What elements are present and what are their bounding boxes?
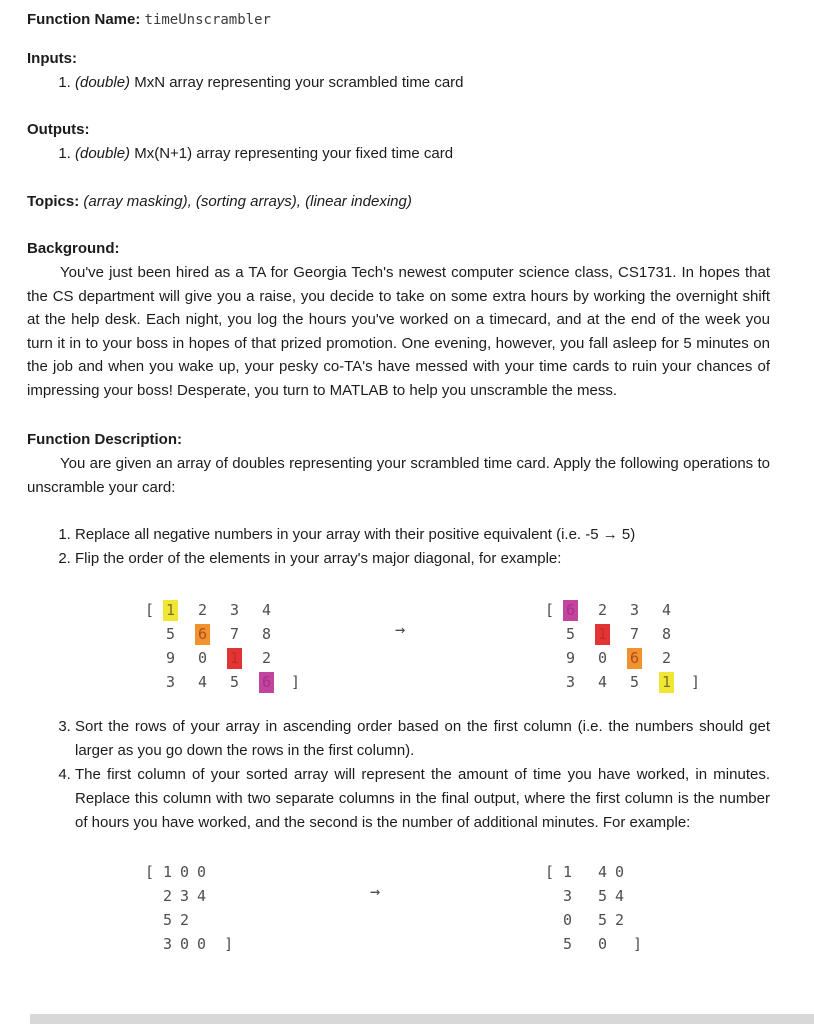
step-item-1: 1. Replace all negative numbers in your array with their positive equivalent (i.e. -5 → 5) (75, 523, 770, 547)
close-bracket: ] (224, 935, 234, 953)
close-bracket (642, 911, 660, 929)
topics-label: Topics: (27, 193, 80, 210)
close-bracket (642, 887, 660, 905)
open-bracket (145, 935, 163, 953)
close-bracket (291, 649, 309, 667)
function-name-value: timeUnscrambler (144, 12, 271, 28)
matrix-cell: 1 (163, 600, 178, 621)
close-bracket (691, 625, 709, 643)
open-bracket (145, 887, 163, 905)
inputs-list (27, 71, 770, 95)
matrix-cell: 3 (229, 600, 240, 619)
matrix-cell: 0 (197, 648, 208, 667)
matrix-cell: 0 (563, 910, 581, 929)
close-bracket (691, 601, 709, 619)
diagonal-flip-example (27, 598, 770, 694)
matrix-cell: 4 (197, 672, 208, 691)
steps-list-1 (27, 523, 770, 571)
inputs-item-text: MxN array representing your scrambled time card (134, 74, 464, 91)
function-name-line (27, 8, 770, 32)
close-bracket (291, 625, 309, 643)
matrix-row (545, 884, 660, 908)
outputs-heading: Outputs: (27, 121, 90, 138)
open-bracket: [ (145, 601, 155, 619)
diagonal-before-matrix (145, 598, 309, 694)
matrix-row (145, 884, 242, 908)
arrow-icon: → (370, 882, 381, 902)
matrix-row (545, 860, 660, 884)
matrix-cell: 1 (227, 648, 242, 669)
matrix-cell: 5 (563, 934, 581, 953)
open-bracket (545, 887, 563, 905)
matrix-row (545, 670, 709, 694)
minutes-before-matrix (145, 860, 242, 956)
function-name-label: Function Name: (27, 11, 141, 28)
matrix-cell: 4 (597, 672, 608, 691)
open-bracket (545, 625, 563, 643)
topics-line (27, 190, 770, 214)
open-bracket: [ (145, 863, 155, 881)
inputs-item-type: (double) (75, 74, 131, 91)
matrix-cell: 5 (165, 624, 176, 643)
close-bracket (691, 649, 709, 667)
matrix-row (545, 622, 709, 646)
matrix-row (145, 860, 242, 884)
outputs-list-item (75, 142, 770, 166)
matrix-cell: 1 (659, 672, 674, 693)
matrix-cell: 9 (165, 648, 176, 667)
matrix-cell: 0 (598, 934, 616, 953)
step-item-2: 2. Flip the order of the elements in your array's major diagonal, for example: (75, 547, 770, 571)
open-bracket: [ (545, 863, 555, 881)
close-bracket: ] (691, 673, 701, 691)
matrix-cell: 2 (261, 648, 272, 667)
open-bracket (545, 911, 563, 929)
matrix-cell: 3 (563, 886, 581, 905)
matrix-cell: 9 (565, 648, 576, 667)
open-bracket (545, 935, 563, 953)
minutes-after-matrix (545, 860, 660, 956)
matrix-cell: 1 (563, 862, 581, 881)
matrix-cell: 3 (165, 672, 176, 691)
matrix-cell: 7 (629, 624, 640, 643)
open-bracket (145, 911, 163, 929)
topics-text: (array masking), (sorting arrays), (linear indexing) (83, 193, 412, 210)
function-description-heading: Function Description: (27, 431, 182, 448)
matrix-cell: 2 (661, 648, 672, 667)
matrix-cell: 8 (661, 624, 672, 643)
matrix-cell: 3 (565, 672, 576, 691)
matrix-row (145, 622, 309, 646)
matrix-cell: 2 (597, 600, 608, 619)
matrix-row (545, 932, 660, 956)
matrix-cell: 52 (163, 910, 198, 929)
open-bracket (145, 673, 163, 691)
matrix-cell: 52 (598, 910, 633, 929)
background-heading: Background: (27, 240, 120, 257)
matrix-cell: 2 (197, 600, 208, 619)
inputs-heading: Inputs: (27, 50, 77, 67)
matrix-cell: 3 (629, 600, 640, 619)
matrix-cell: 300 (163, 934, 215, 953)
close-bracket (642, 863, 660, 881)
matrix-cell: 54 (598, 886, 633, 905)
step-item-4: 4. The first column of your sorted array will represent the amount of time you have worked, in minutes. Replace this column with two separate columns in the final output, where the first column is the number of hours you have worked, and the second is the number of additional minutes. For example: (75, 763, 770, 835)
matrix-cell: 0 (597, 648, 608, 667)
matrix-row (545, 646, 709, 670)
matrix-row (145, 646, 309, 670)
matrix-cell: 6 (563, 600, 578, 621)
next-page-edge (30, 1014, 814, 1024)
matrix-cell: 7 (229, 624, 240, 643)
open-bracket (545, 673, 563, 691)
close-bracket (224, 863, 242, 881)
steps-list-2 (27, 715, 770, 835)
open-bracket (145, 625, 163, 643)
matrix-cell: 4 (661, 600, 672, 619)
matrix-cell: 4 (261, 600, 272, 619)
open-bracket (545, 649, 563, 667)
arrow-icon: → (395, 620, 406, 640)
close-bracket (291, 601, 309, 619)
matrix-cell: 6 (259, 672, 274, 693)
minutes-split-example (27, 860, 770, 956)
matrix-row (145, 598, 309, 622)
step-item-3: 3. Sort the rows of your array in ascending order based on the first column (i.e. the numbers should get larger as you go down the rows in the first column). (75, 715, 770, 763)
matrix-cell: 40 (598, 862, 633, 881)
matrix-cell: 6 (627, 648, 642, 669)
matrix-row (145, 908, 242, 932)
matrix-cell: 6 (195, 624, 210, 645)
close-bracket (224, 887, 242, 905)
matrix-cell: 5 (229, 672, 240, 691)
matrix-row (145, 932, 242, 956)
close-bracket (207, 911, 225, 929)
diagonal-after-matrix (545, 598, 709, 694)
open-bracket (145, 649, 163, 667)
outputs-list (27, 142, 770, 166)
matrix-cell: 5 (629, 672, 640, 691)
matrix-row (145, 670, 309, 694)
matrix-row (545, 598, 709, 622)
matrix-cell: 1 (595, 624, 610, 645)
matrix-row (545, 908, 660, 932)
close-bracket: ] (633, 935, 643, 953)
function-description-paragraph: You are given an array of doubles representing your scrambled time card. Apply the following operations to unscramble your card: (27, 455, 770, 496)
matrix-cell: 5 (565, 624, 576, 643)
inputs-list-item (75, 71, 770, 95)
open-bracket: [ (545, 601, 555, 619)
outputs-item-text: Mx(N+1) array representing your fixed time card (134, 145, 454, 162)
close-bracket: ] (291, 673, 301, 691)
matrix-cell: 234 (163, 886, 215, 905)
outputs-item-type: (double) (75, 145, 131, 162)
matrix-cell: 100 (163, 862, 215, 881)
background-paragraph: You've just been hired as a TA for Georgia Tech's newest computer science class, CS1731. In hopes that the CS department will give you a raise, you decide to take on some extra hours by working the overnight shift at the help desk. Each night, you log the hours you've worked on a timecard, and at the end of the week you turn it in to your boss in hopes of that prized promotion. One evening, however, you fall asleep for 5 minutes on the job and when you wake up, your pesky co-TA's have messed with your time cards to ruin your chances of impressing your boss! Desperate, you turn to MATLAB to help you unscramble the mess. (27, 264, 770, 399)
matrix-cell: 8 (261, 624, 272, 643)
